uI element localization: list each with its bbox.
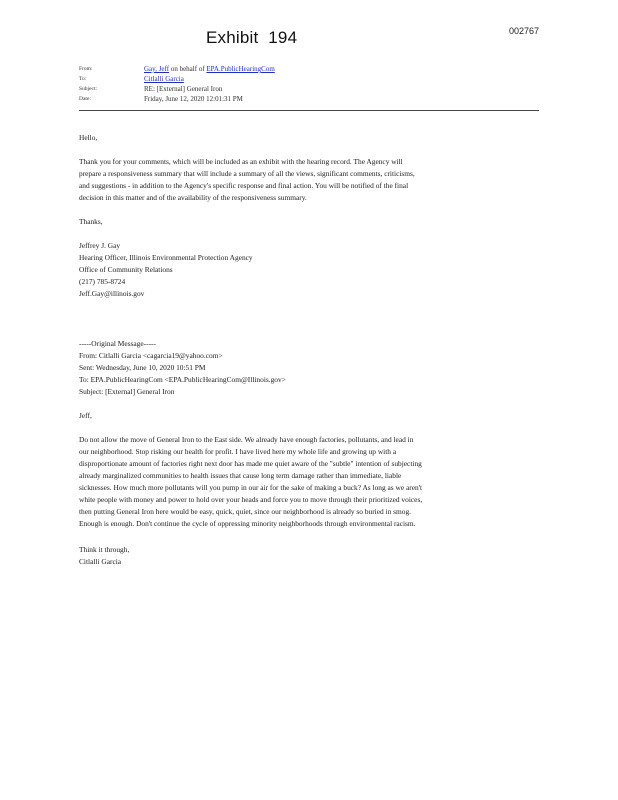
from-label: From: [79, 66, 93, 72]
reply-line: Thank you for your comments, which will be included as an exhibit with the hearing record. The Agency will [79, 157, 403, 166]
reply-line: decision in this matter and of the availability of the responsiveness summary. [79, 193, 307, 202]
original-message-separator: -----Original Message----- [79, 339, 156, 348]
bates-number: 002767 [509, 26, 540, 36]
date-label: Date: [79, 96, 91, 102]
original-line: our neighborhood. Stop risking our health for profit. I have lived here my whole life and growing up with a [79, 447, 397, 456]
header-subject-row [79, 84, 539, 94]
signature-title: Hearing Officer, Illinois Environmental Protection Agency [79, 253, 253, 262]
header-date-row [79, 94, 539, 104]
exhibit-title: Exhibit 194 [206, 28, 298, 47]
original-line: Enough is enough. Don't continue the cycle of oppressing minority neighborhoods through environmental racism. [79, 519, 416, 528]
from-mailbox-link[interactable]: EPA.PublicHearingCom [206, 65, 275, 73]
header-from-row [79, 64, 539, 74]
date-value: Friday, June 12, 2020 12:01:31 PM [144, 95, 243, 103]
original-to: To: EPA.PublicHearingCom <EPA.PublicHearingCom@Illinois.gov> [79, 375, 286, 384]
reply-greeting: Hello, [79, 133, 98, 142]
subject-value: RE: [External] General Iron [144, 85, 223, 93]
email-header [79, 64, 539, 104]
reply-line: prepare a responsiveness summary that will include a summary of all the views, significant comments, criticisms, [79, 169, 415, 178]
header-to-row [79, 74, 539, 84]
from-sender-link[interactable]: Gay, Jeff [144, 65, 170, 73]
closing-name: Citlalli Garcia [79, 557, 122, 566]
signature-office: Office of Community Relations [79, 265, 173, 274]
from-value [144, 64, 539, 74]
signature-name: Jeffrey J. Gay [79, 241, 121, 250]
signature-block [79, 240, 519, 300]
original-line: disproportionate amount of factories right next door has made me quiet aware of the "subtle" intention of subjecting [79, 459, 422, 468]
original-line: sicknesses. How much more pollutants will you pump in our air for the sake of making a buck? As long as we aren't [79, 483, 423, 492]
reply-thanks: Thanks, [79, 217, 103, 226]
signature-phone: (217) 785-8724 [79, 277, 126, 286]
subject-label: Subject: [79, 86, 98, 92]
original-salutation: Jeff, [79, 411, 92, 420]
original-subject: Subject: [External] General Iron [79, 387, 175, 396]
original-sent: Sent: Wednesday, June 10, 2020 10:51 PM [79, 363, 206, 372]
original-line: already marginalized communities to health issues that cause long term damage rather than immediate, liable [79, 471, 402, 480]
to-label: To: [79, 76, 87, 82]
original-paragraph [79, 434, 519, 530]
original-line: then putting General Iron here would be easy, quick, quiet, since our neighborhood is already so buried in smog. [79, 507, 412, 516]
original-closing [79, 544, 519, 568]
original-line: white people with money and power to hold over your heads and force you to move through their prioritized voices, [79, 495, 423, 504]
to-recipient-link[interactable]: Citlalli Garcia [144, 75, 184, 83]
original-message-header [79, 338, 519, 398]
signature-email: Jeff.Gay@illinois.gov [79, 289, 145, 298]
original-from: From: Citlalli Garcia <cagarcia19@yahoo.com> [79, 351, 223, 360]
closing-phrase: Think it through, [79, 545, 130, 554]
reply-paragraph [79, 156, 519, 204]
header-divider [79, 110, 539, 111]
from-middle-text: on behalf of [169, 65, 207, 73]
original-line: Do not allow the move of General Iron to the East side. We already have enough factories, pollutants, and lead in [79, 435, 414, 444]
reply-line: and suggestions - in addition to the Agency's specific response and final action. You will be notified of the final [79, 181, 409, 190]
